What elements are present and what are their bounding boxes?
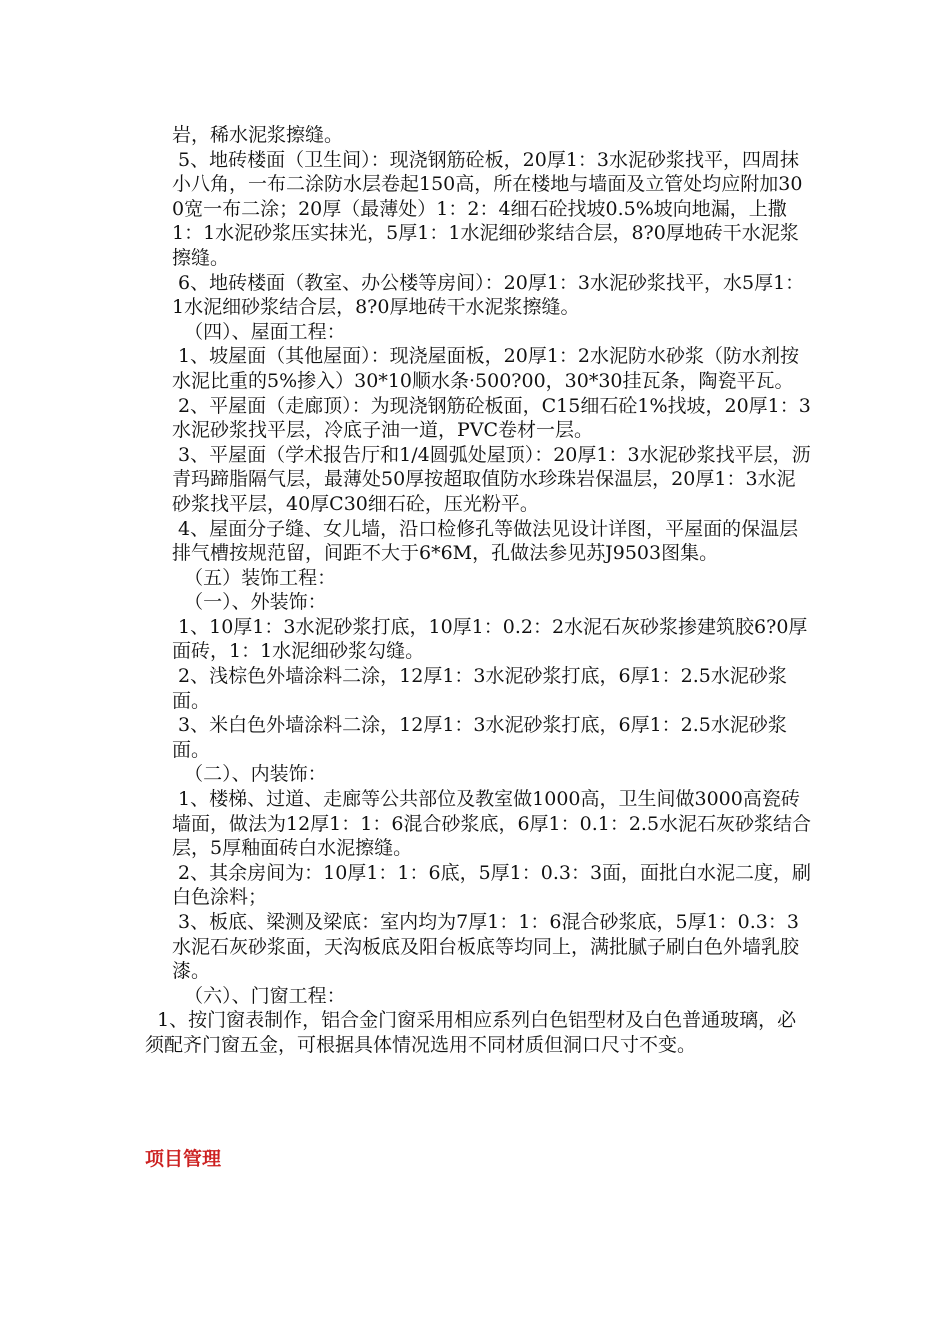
paragraph-3: 6、地砖楼面（教室、办公楼等房间）：20厚1：3水泥砂浆找平，水5厚1：1水泥细砂浆结合层，8?0厚地砖干水泥浆擦缝。 <box>172 271 805 319</box>
paragraph-6: 2、平屋面（走廊顶）：为现浇钢筋砼板面，C15细石砼1%找坡，20厚1：3水泥砂浆找平层，冷底子油一道，PVC卷材一层。 <box>172 394 811 442</box>
paragraph-2: 5、地砖楼面（卫生间）：现浇钢筋砼板，20厚1：3水泥砂浆找平，四周抹小八角，一布二涂防水层卷起150高，所在楼地与墙面及立管处均应附加300宽一布二涂；20厚（最薄处）1：2：4细石砼找坡0.5%坡向地漏，上撒1：1水泥砂浆压实抹光，5厚1：1水泥细砂浆结合层，8?0厚地砖干水泥浆擦缝。 <box>172 148 803 269</box>
paragraph-18: （六）、门窗工程： <box>172 984 346 1007</box>
section-heading-project-management: 项目管理 <box>145 1148 222 1170</box>
paragraph-15: 1、楼梯、过道、走廊等公共部位及教室做1000高，卫生间做3000高瓷砖墙面，做法为12厚1：1：6混合砂浆底，6厚1：0.1：2.5水泥石灰砂浆结合层，5厚釉面砖白水泥擦缝。 <box>172 788 812 860</box>
paragraph-14: （二）、内装饰： <box>172 763 327 786</box>
paragraph-16: 2、其余房间为：10厚1：1：6底，5厚1：0.3：3面，面批白水泥二度，刷白色涂料； <box>172 861 812 909</box>
paragraph-10: （一）、外装饰： <box>172 591 327 614</box>
paragraph-5: 1、坡屋面（其他屋面）：现浇屋面板，20厚1：2水泥防水砂浆（防水剂按水泥比重的5%掺入）30*10顺水条·500?00，30*30挂瓦条，陶瓷平瓦。 <box>172 345 799 392</box>
paragraph-13: 3、米白色外墙涂料二涂，12厚1：3水泥砂浆打底，6厚1：2.5水泥砂浆面。 <box>172 714 787 761</box>
paragraph-17: 3、板底、梁测及梁底：室内均为7厚1：1：6混合砂浆底，5厚1：0.3：3水泥石灰砂浆面，天沟板底及阳台板底等均同上，满批腻子刷白色外墙乳胶漆。 <box>172 911 800 983</box>
paragraph-8: 4、屋面分子缝、女儿墙，沿口检修孔等做法见设计详图，平屋面的保温层排气槽按规范留，间距不大于6*6M，孔做法参见苏J9503图集。 <box>172 517 799 565</box>
paragraph-11: 1、10厚1：3水泥砂浆打底，10厚1：0.2：2水泥石灰砂浆掺建筑胶6?0厚面砖，1：1水泥细砂浆勾缝。 <box>172 615 808 663</box>
body-text <box>145 123 812 1058</box>
paragraph-1: 岩，稀水泥浆擦缝。 <box>172 124 344 146</box>
paragraph-12: 2、浅棕色外墙涂料二涂，12厚1：3水泥砂浆打底，6厚1：2.5水泥砂浆面。 <box>172 665 787 712</box>
paragraph-4: （四）、屋面工程： <box>172 320 346 343</box>
paragraph-7: 3、平屋面（学术报告厅和1/4圆弧处屋顶）：20厚1：3水泥砂浆找平层，沥青玛蹄脂隔气层，最薄处50厚按超取值防水珍珠岩保温层，20厚1：3水泥砂浆找平层，40厚C30细石砼，压光粉平。 <box>172 443 811 515</box>
paragraph-19: 1、按门窗表制作，铝合金门窗采用相应系列白色铝型材及白色普通玻璃，必须配齐门窗五金，可根据具体情况选用不同材质但洞口尺寸不变。 <box>145 1009 797 1056</box>
paragraph-9: （五）装饰工程： <box>172 566 337 589</box>
